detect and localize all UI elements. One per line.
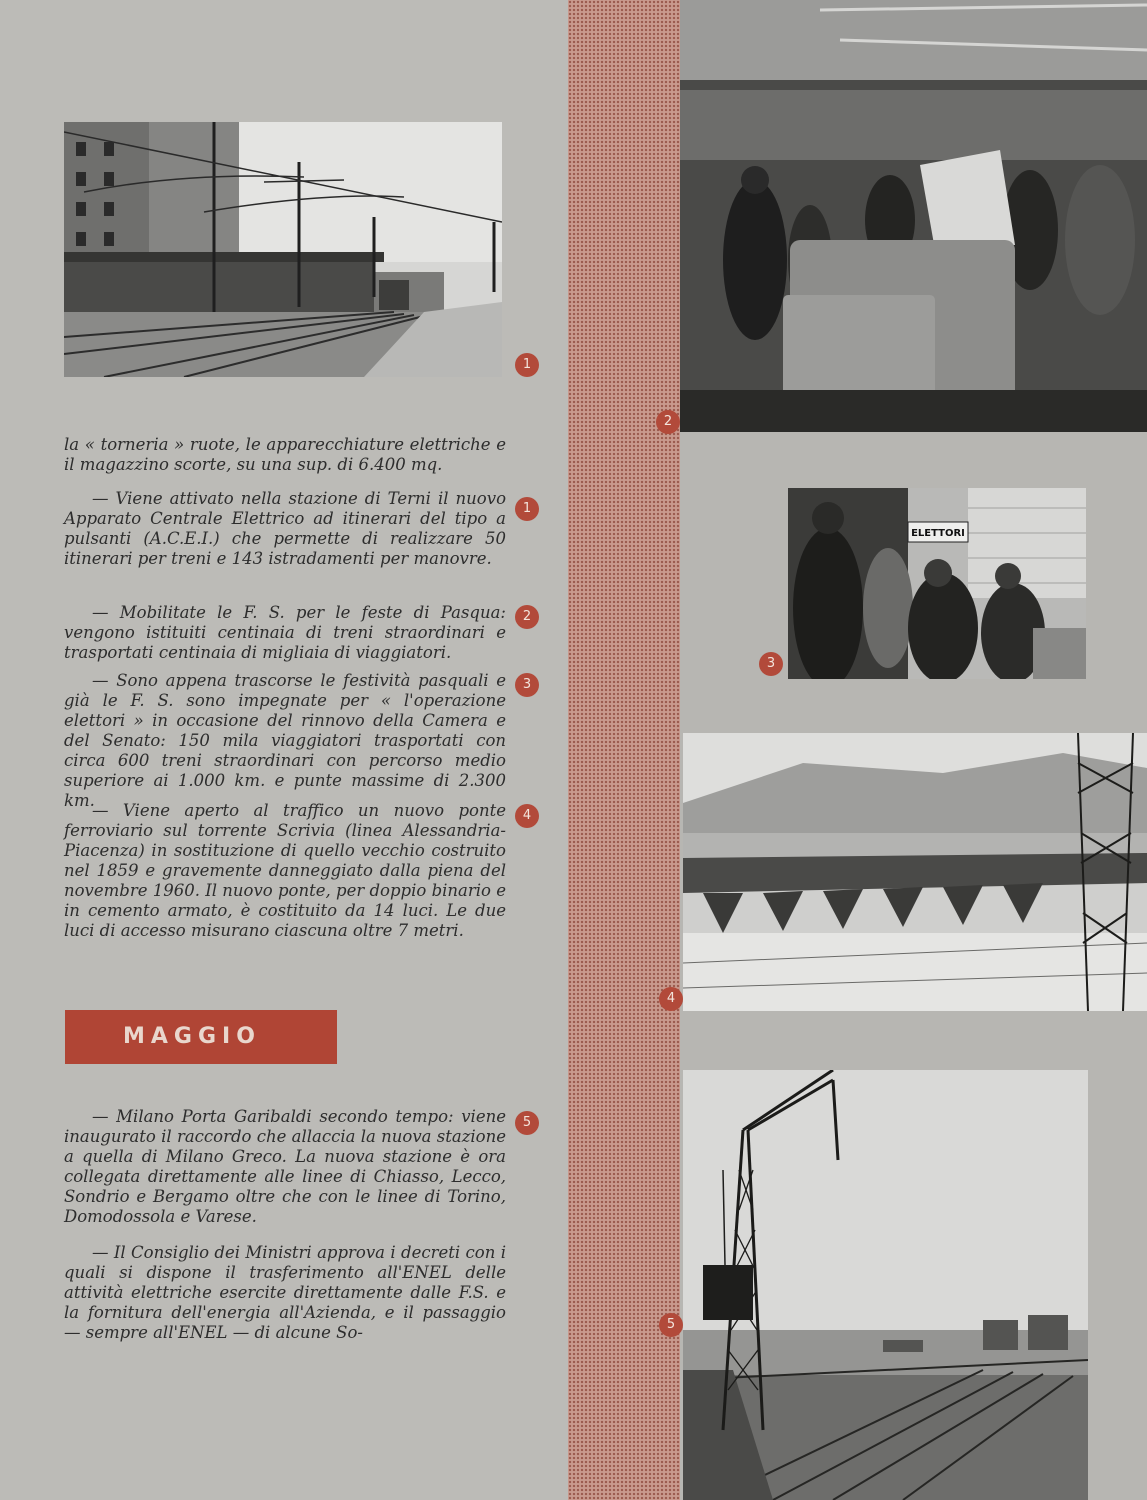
photo-scrivia-bridge xyxy=(683,733,1147,1011)
dotted-divider-strip xyxy=(568,0,680,1500)
paragraph-elettori: — Sono appena trascorse le festività pasquali e già le F. S. sono impegnate per « l'operazione elettori » in occasione del rinnovo della Camera e del Senato: 150 mila viaggiatori trasportati con circa 600 treni straordinari con percorso medio superiore ai 1.000 km. e punte massime di 2.300 km. xyxy=(64,671,506,810)
paragraph-scrivia: — Viene aperto al traffico un nuovo ponte ferroviario sul torrente Scrivia (linea Alessandria-Piacenza) in sostituzione di quello vecchio costruito nel 1859 e gravemente danneggiato dalla piena del novembre 1960. Il nuovo ponte, per doppio binario e in cemento armato, è costituito da 14 luci. Le due luci di accesso misurano ciascuna oltre 7 metri. xyxy=(64,801,506,940)
paragraph-garibaldi: — Milano Porta Garibaldi secondo tempo: viene inaugurato il raccordo che allaccia la nuova stazione a quella di Milano Greco. La nuova stazione è ora collegata direttamente alle linee di Chiasso, Lecco, Sondrio e Bergamo oltre che con le linee di Torino, Domodossola e Varese. xyxy=(64,1107,506,1226)
paragraph-terni: — Viene attivato nella stazione di Terni il nuovo Apparato Centrale Elettrico ad itinerari del tipo a pulsanti (A.C.E.I.) che permette di realizzare 50 itinerari per treni e 143 istradamenti per manovre. xyxy=(64,489,506,568)
photo-marker-5: 5 xyxy=(659,1313,683,1337)
photo-easter-travellers xyxy=(680,0,1147,432)
photo-porta-garibaldi xyxy=(683,1070,1088,1500)
paragraph-marker-5: 5 xyxy=(515,1111,539,1135)
photo-marker-4: 4 xyxy=(659,987,683,1011)
photo-terni-station xyxy=(64,122,502,377)
paragraph-marker-3: 3 xyxy=(515,673,539,697)
paragraph-enel: — Il Consiglio dei Ministri approva i decreti con i quali si dispone il trasferimento all'ENEL delle attività elettriche esercite direttamente dalle F.S. e la fornitura dell'energia all'Azienda, e il passaggio — sempre all'ENEL — di alcune So- xyxy=(64,1243,506,1342)
photo-marker-3: 3 xyxy=(759,652,783,676)
paragraph-marker-2: 2 xyxy=(515,605,539,629)
photo-marker-2: 2 xyxy=(656,410,680,434)
month-heading-maggio: MAGGIO xyxy=(65,1010,337,1064)
paragraph-marker-4: 4 xyxy=(515,804,539,828)
paragraph-continuation: la « torneria » ruote, le apparecchiature elettriche e il magazzino scorte, su una sup. di 6.400 mq. xyxy=(64,435,506,474)
photo-marker-1: 1 xyxy=(515,353,539,377)
paragraph-pasqua: — Mobilitate le F. S. per le feste di Pasqua: vengono istituiti centinaia di treni straordinari e trasportati centinaia di migliaia di viaggiatori. xyxy=(64,603,506,662)
photo-voters-office xyxy=(788,488,1086,679)
elettori-sign-text: ELETTORI xyxy=(911,528,965,539)
paragraph-marker-1: 1 xyxy=(515,497,539,521)
